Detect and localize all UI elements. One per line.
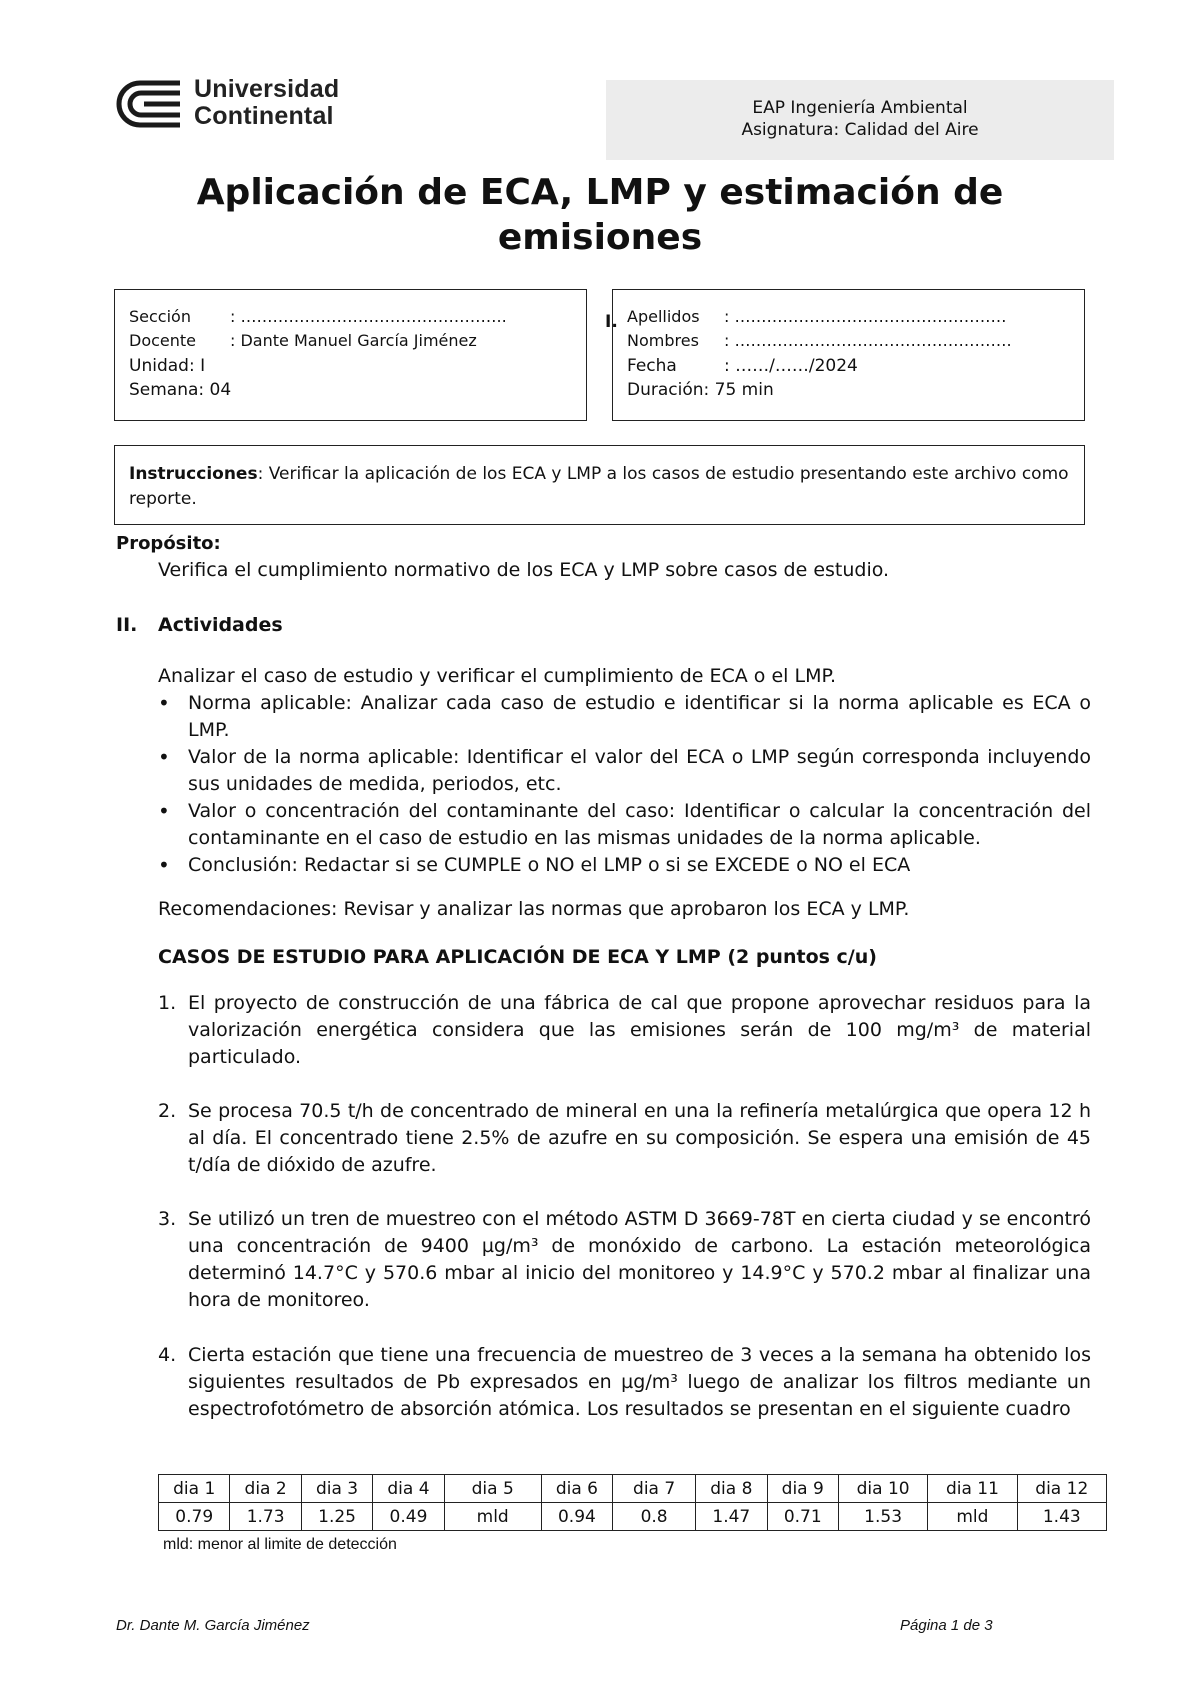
duration-row (627, 378, 774, 402)
case-number: 2. (158, 1100, 177, 1122)
activities-intro: Analizar el caso de estudio y verificar el cumplimiento de ECA o el LMP. (158, 665, 836, 687)
table-cell: mld (444, 1503, 541, 1531)
case-number: 1. (158, 992, 177, 1014)
duration-label: Duración: 75 min (627, 380, 774, 400)
logo-line-1: Universidad (194, 75, 340, 103)
case-number: 3. (158, 1208, 177, 1230)
table-header-cell: dia 11 (928, 1475, 1017, 1503)
logo-line-2: Continental (194, 102, 334, 130)
table-header-cell: dia 10 (838, 1475, 927, 1503)
teacher-value: : Dante Manuel García Jiménez (230, 331, 477, 350)
week-row (129, 378, 231, 402)
activities-heading: Actividades (158, 614, 283, 636)
section-value: : ………………………………………….. (230, 307, 507, 326)
table-cell: 0.71 (767, 1503, 838, 1531)
list-item: • Valor de la norma aplicable: Identificar el valor del ECA o LMP según corresponda incluyendo sus unidades de medida, periodos, etc. (158, 744, 1091, 798)
table-header-cell: dia 2 (230, 1475, 301, 1503)
case-item (158, 1206, 1091, 1314)
case-text: El proyecto de construcción de una fábrica de cal que propone aprovechar residuos para la valorización energética considera que las emisiones serán de 100 mg/m³ de material particulado. (188, 992, 1091, 1068)
case-item (158, 990, 1091, 1071)
instructions-box (114, 445, 1085, 525)
table-header-row (159, 1475, 1107, 1503)
table-header-cell: dia 5 (444, 1475, 541, 1503)
table-header-cell: dia 6 (541, 1475, 612, 1503)
unit-row (129, 354, 205, 378)
surname-label: Apellidos (627, 307, 700, 326)
date-value: : ……/……/2024 (724, 356, 858, 376)
section-numeral: I. (605, 312, 618, 332)
activities-list (158, 690, 1091, 879)
week-label: Semana: 04 (129, 380, 232, 400)
purpose-heading: Propósito: (116, 533, 221, 554)
table-header-cell: dia 8 (696, 1475, 767, 1503)
footer-page-number: Página 1 de 3 (900, 1617, 993, 1634)
section-row (129, 305, 507, 329)
surname-value: : …………………………………………… (724, 307, 1007, 326)
section-label: Sección (129, 307, 191, 326)
table-header-cell: dia 1 (159, 1475, 230, 1503)
names-value: : ……………………………………………. (724, 331, 1012, 350)
names-row (627, 329, 1012, 353)
case-number: 4. (158, 1344, 177, 1366)
table-cell: 1.43 (1017, 1503, 1106, 1531)
teacher-label: Docente (129, 331, 197, 350)
course-header-box (606, 80, 1114, 160)
list-item: • Norma aplicable: Analizar cada caso de estudio e identificar si la norma aplicable es ECA o LMP. (158, 690, 1091, 744)
table-note: mld: menor al limite de detección (163, 1536, 397, 1553)
title-line-2: emisiones (497, 217, 703, 258)
table-header-cell: dia 9 (767, 1475, 838, 1503)
instructions-label: Instrucciones (129, 464, 258, 484)
case-text: Cierta estación que tiene una frecuencia de muestreo de 3 veces a la semana ha obtenido los siguientes resultados de Pb expresados en µg/m³ luego de analizar los filtros mediante un espectrofotómetro de absorción atómica. Los resultados se presentan en el siguiente cuadro (188, 1344, 1091, 1420)
list-item: • Conclusión: Redactar si se CUMPLE o NO el LMP o si se EXCEDE o NO el ECA (158, 852, 1091, 879)
table-cell: mld (928, 1503, 1017, 1531)
date-row (627, 354, 858, 378)
logo-text (194, 76, 339, 130)
student-info-box (612, 289, 1085, 421)
teacher-row (129, 329, 477, 353)
case-item (158, 1098, 1091, 1179)
title-line-1: Aplicación de ECA, LMP y estimación de (196, 172, 1004, 213)
table-cell: 1.25 (301, 1503, 372, 1531)
table-cell: 1.73 (230, 1503, 301, 1531)
recommendations: Recomendaciones: Revisar y analizar las normas que aprobaron los ECA y LMP. (158, 898, 910, 920)
table-header-cell: dia 7 (613, 1475, 696, 1503)
table-cell: 0.79 (159, 1503, 230, 1531)
footer-author: Dr. Dante M. García Jiménez (116, 1617, 310, 1634)
course-info-box (114, 289, 587, 421)
unit-label: Unidad: I (129, 356, 206, 376)
names-label: Nombres (627, 331, 699, 350)
surname-row (627, 305, 1006, 329)
university-logo (116, 76, 366, 136)
table-cell: 0.8 (613, 1503, 696, 1531)
instructions-text: : Verificar la aplicación de los ECA y LMP a los casos de estudio presentando este archivo como reporte. (129, 464, 1069, 509)
table-header-cell: dia 12 (1017, 1475, 1106, 1503)
table-header-cell: dia 4 (373, 1475, 444, 1503)
purpose-text: Verifica el cumplimiento normativo de los ECA y LMP sobre casos de estudio. (158, 559, 890, 581)
activities-numeral: II. (116, 614, 138, 636)
table-row (159, 1503, 1107, 1531)
university-logo-icon (116, 80, 182, 128)
course-name: Asignatura: Calidad del Aire (741, 120, 979, 140)
cases-heading: CASOS DE ESTUDIO PARA APLICACIÓN DE ECA Y LMP (2 puntos c/u) (158, 946, 877, 968)
table-cell: 1.53 (838, 1503, 927, 1531)
table-header-cell: dia 3 (301, 1475, 372, 1503)
date-label: Fecha (627, 356, 677, 376)
case-text: Se procesa 70.5 t/h de concentrado de mineral en una la refinería metalúrgica que opera 12 h al día. El concentrado tiene 2.5% de azufre en su composición. Se espera una emisión de 45 t/día de dióxido de azufre. (188, 1100, 1091, 1176)
list-item: • Valor o concentración del contaminante del caso: Identificar o calcular la concentración del contaminante en el caso de estudio en las mismas unidades de la norma aplicable. (158, 798, 1091, 852)
case-text: Se utilizó un tren de muestreo con el método ASTM D 3669-78T en cierta ciudad y se encontró una concentración de 9400 µg/m³ de monóxido de carbono. La estación meteorológica determinó 14.7°C y 570.6 mbar al inicio del monitoreo y 14.9°C y 570.2 mbar al finalizar una hora de monitoreo. (188, 1208, 1091, 1311)
table-cell: 0.49 (373, 1503, 444, 1531)
program-name: EAP Ingeniería Ambiental (752, 98, 968, 118)
results-table (158, 1474, 1107, 1531)
table-cell: 1.47 (696, 1503, 767, 1531)
table-cell: 0.94 (541, 1503, 612, 1531)
document-title (120, 170, 1080, 260)
case-item (158, 1342, 1091, 1423)
